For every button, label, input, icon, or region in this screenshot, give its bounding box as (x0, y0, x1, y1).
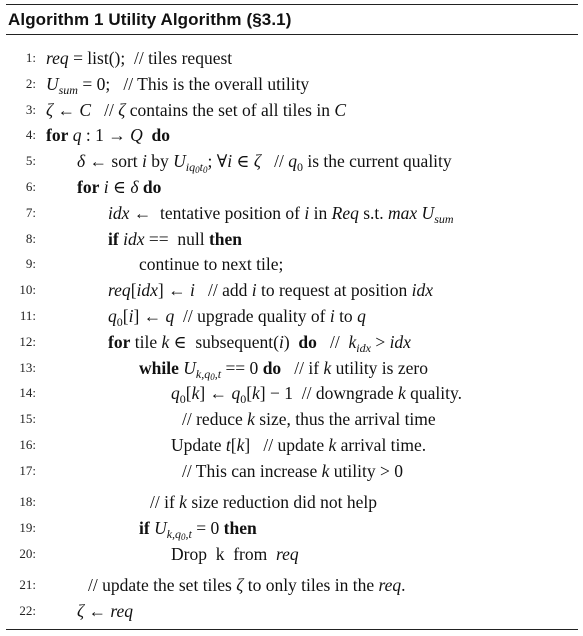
algo-line-2 (6, 71, 578, 97)
line-code: ζ ← C // ζ contains the set of all tiles in C (46, 99, 347, 120)
line-code: for i ∈ δ do (77, 177, 162, 197)
algo-line-1 (6, 45, 578, 71)
algo-line-7 (6, 200, 578, 226)
line-number: 6: (25, 179, 36, 194)
line-code: req = list(); // tiles request (46, 48, 233, 68)
line-number: 17: (19, 462, 36, 478)
algo-line-16 (6, 432, 578, 458)
line-code: // if k size reduction did not help (150, 492, 377, 512)
line-code: if idx == null then (108, 228, 242, 249)
algo-line-14 (6, 380, 578, 406)
line-code: Update t[k] // update k arrival time. (171, 435, 427, 455)
algo-line-5 (6, 148, 578, 174)
algo-line-6 (6, 174, 578, 200)
algo-line-3 (6, 97, 578, 123)
line-number: 1: (25, 50, 36, 65)
line-number: 14: (19, 385, 36, 401)
algo-line-21 (6, 572, 578, 598)
line-number: 8: (25, 230, 36, 246)
algo-line-15 (6, 406, 578, 432)
line-code: $U_{sum} = 0$; // This is the overall utility (46, 73, 310, 97)
algo-line-18 (6, 489, 578, 515)
line-number: 11: (19, 308, 36, 323)
title-rule (6, 34, 578, 35)
bottom-rule (6, 629, 578, 630)
line-code: // update the set tiles ζ to only tiles in the req. (88, 575, 406, 595)
line-number: 2: (25, 75, 36, 91)
algo-line-13 (6, 355, 578, 381)
line-code: // reduce k size, thus the arrival time (182, 409, 436, 430)
algo-line-22 (6, 598, 578, 624)
algo-line-11 (6, 303, 578, 329)
line-code: // This can increase k utility > 0 (182, 460, 403, 481)
line-code: Drop k from req (171, 543, 299, 564)
line-code: continue to next tile; (139, 254, 284, 275)
line-number: 22: (19, 602, 36, 618)
line-code: $q_0[i]$ ← q // upgrade quality of i to q (108, 306, 366, 329)
algorithm-title: Algorithm 1 Utility Algorithm (§3.1) (8, 10, 292, 29)
algo-line-9 (6, 251, 578, 277)
line-number: 7: (25, 204, 36, 220)
line-code: idx ← tentative position of i in Req s.t. $\max U_{sum}$ (108, 202, 454, 226)
line-number: 10: (19, 282, 36, 298)
line-number: 5: (25, 153, 36, 169)
algo-line-8 (6, 226, 578, 252)
line-number: 20: (19, 545, 36, 561)
algo-line-10 (6, 277, 578, 303)
line-number: 12: (19, 333, 36, 349)
line-number: 18: (19, 494, 36, 509)
line-code: δ ← sort i by $U_{iq_0t_0}$; ∀i ∈ ζ // $q_0$ is the current quality (77, 151, 452, 176)
line-number: 15: (19, 411, 36, 427)
line-code: if $U_{k,q_0,t} = 0$ then (139, 517, 257, 542)
line-number: 9: (25, 256, 36, 272)
line-code: ζ ← req (77, 600, 134, 621)
line-number: 4: (25, 127, 36, 143)
algo-line-12 (6, 329, 578, 355)
line-number: 16: (19, 437, 36, 452)
algorithm-box (6, 4, 578, 35)
line-code: while $U_{k,q_0,t} == 0$ do // if k utility is zero (139, 357, 428, 382)
algo-line-17 (6, 458, 578, 484)
line-code: req[idx] ← i // add i to request at position idx (108, 280, 434, 301)
algo-line-19 (6, 515, 578, 541)
line-code: for tile k ∈ subsequent(i) do // $k_{idx}$ > idx (108, 331, 411, 355)
algo-line-20 (6, 541, 578, 567)
line-code: $q_0[k]$ ← $q_0[k] - 1$ // downgrade k quality. (171, 383, 462, 407)
line-code: for q : 1 → Q do (46, 125, 170, 146)
line-number: 21: (19, 577, 36, 592)
line-number: 13: (19, 359, 36, 375)
algo-line-4 (6, 122, 578, 148)
line-number: 19: (19, 519, 36, 535)
line-number: 3: (25, 101, 36, 117)
